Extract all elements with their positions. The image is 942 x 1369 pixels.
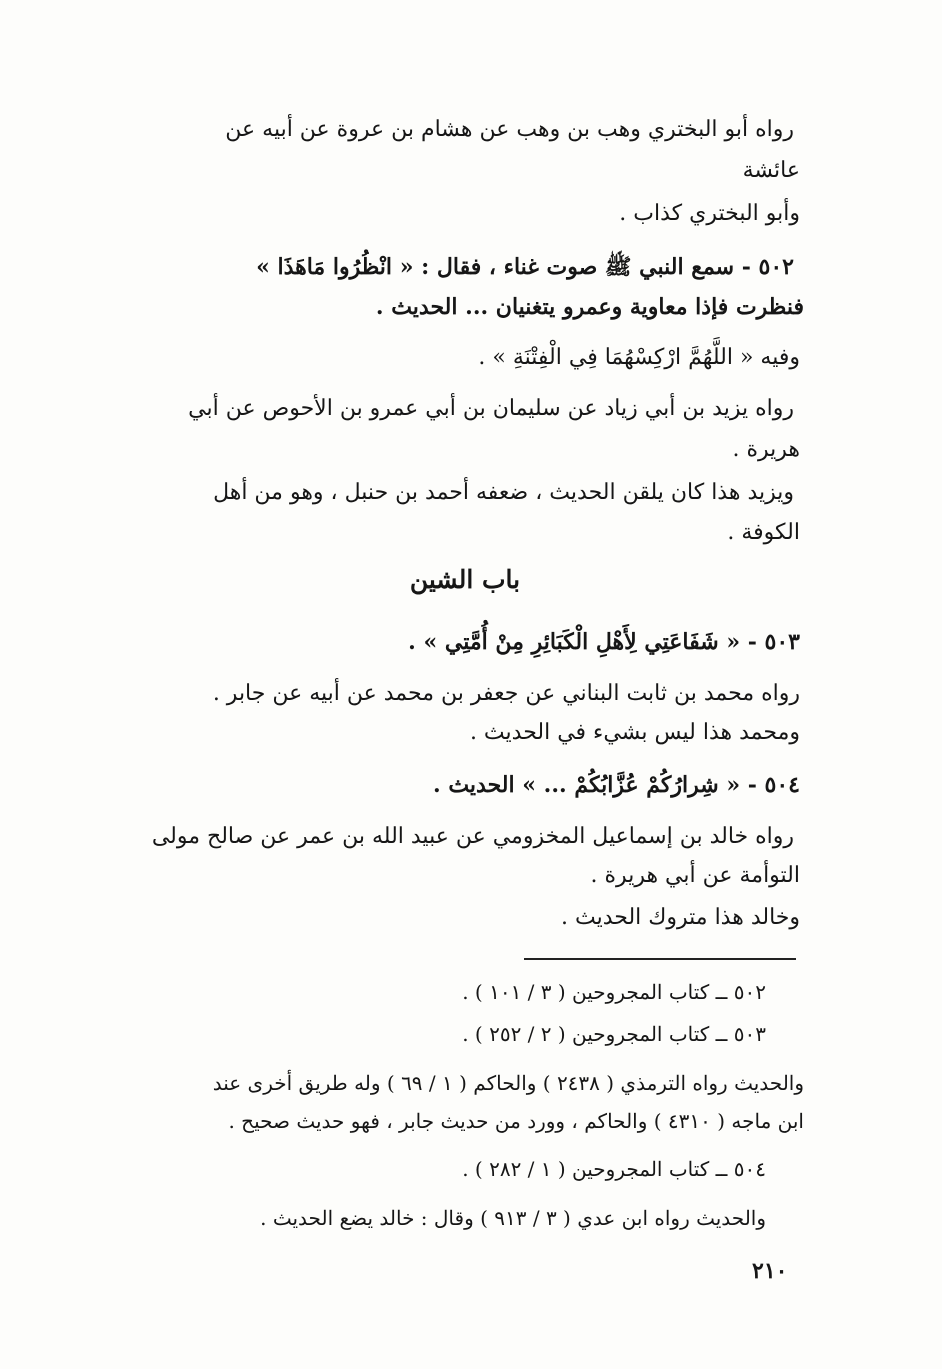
body-line: رواه محمد بن ثابت البناني عن جعفر بن محمد عن أبيه عن جابر . [212,681,800,706]
body-line: التوأمة عن أبي هريرة . [590,863,800,888]
footnote-line: والحديث رواه ابن عدي ( ٣ / ٩١٣ ) وقال : خالد يضع الحديث . [260,1206,766,1230]
body-line: ومحمد هذا ليس بشيء في الحديث . [469,720,800,745]
body-line: رواه خالد بن إسماعيل المخزومي عن عبيد الله بن عمر عن صالح مولى [151,824,794,849]
hadith-503-heading: ٥٠٣ - « شَفَاعَتِي لِأَهْلِ الْكَبَائِرِ مِنْ أُمَّتِي » . [408,629,800,655]
footnote-line: ٥٠٤ ــ كتاب المجروحين ( ١ / ٢٨٢ ) . [462,1157,766,1181]
hadith-504-heading: ٥٠٤ - « شِرارُكُمْ عُزَّابُكُمْ ... » الحديث . [433,772,800,798]
body-line: فنظرت فإذا معاوية وعمرو يتغنيان ... الحديث . [375,294,804,320]
body-line: عائشة [742,158,800,183]
footnote-line: ٥٠٢ ــ كتاب المجروحين ( ٣ / ١٠١ ) . [462,980,766,1004]
body-line: وخالد هذا متروك الحديث . [560,905,800,930]
body-line: رواه يزيد بن أبي زياد عن سليمان بن أبي عمرو بن الأحوص عن أبي [188,396,794,421]
body-line: رواه أبو البختري وهب بن وهب عن هشام بن عروة عن أبيه عن [225,117,794,142]
body-line: وفيه « اللَّهُمَّ ارْكِسْهُمَا فِي الْفِتْنَةِ » . [478,345,800,370]
section-heading: باب الشين [409,565,521,594]
page-number: ٢١٠ [752,1258,788,1284]
hadith-502-heading: ٥٠٢ - سمع النبي ﷺ صوت غناء ، فقال : « انْظُرُوا مَاهَذَا » [256,254,794,280]
footnote-line: ٥٠٣ ــ كتاب المجروحين ( ٢ / ٢٥٢ ) . [462,1022,766,1046]
body-line: الكوفة . [727,520,800,545]
footnote-line: والحديث رواه الترمذي ( ٢٤٣٨ ) والحاكم ( ١ / ٦٩ ) وله طريق أخرى عند [212,1071,804,1095]
footnote-separator [524,958,796,960]
body-line: وأبو البختري كذاب . [619,201,800,226]
body-line: ويزيد هذا كان يلقن الحديث ، ضعفه أحمد بن حنبل ، وهو من أهل [213,480,794,505]
body-line: هريرة . [732,437,800,462]
footnote-line: ابن ماجه ( ٤٣١٠ ) والحاكم ، وورد من حديث جابر ، فهو حديث صحيح . [228,1109,804,1133]
